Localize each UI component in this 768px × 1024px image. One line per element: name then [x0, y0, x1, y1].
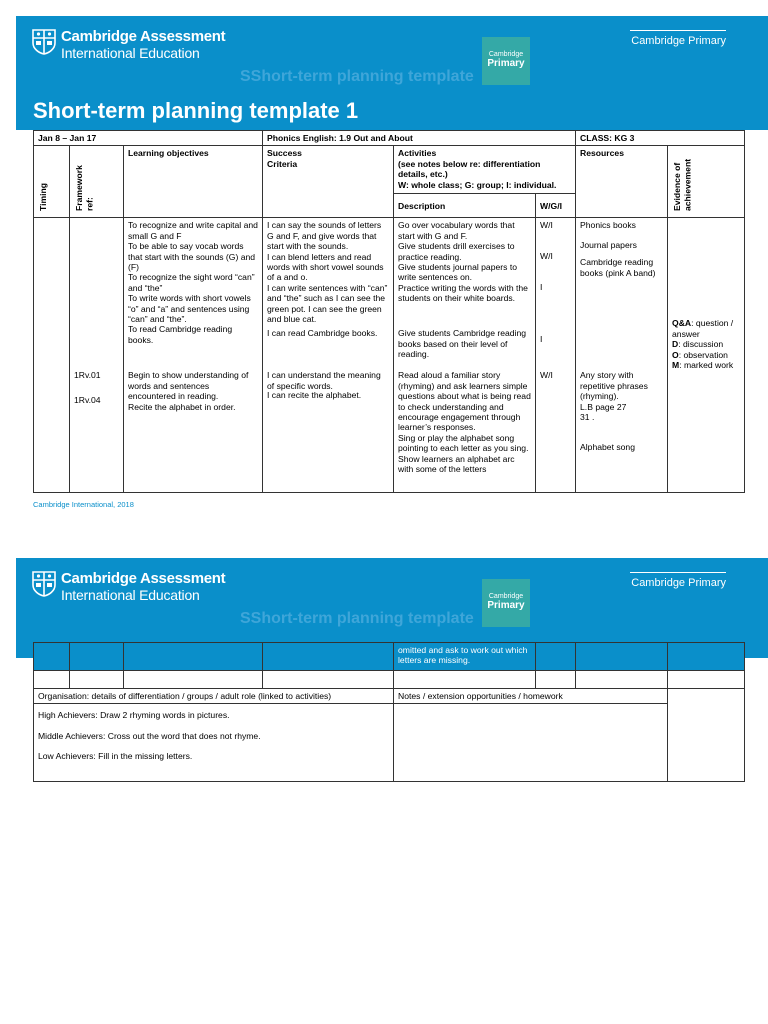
- continuation-table: [33, 642, 745, 689]
- differentiation-cell: [34, 704, 394, 782]
- unit-cell: Phonics English: 1.9 Out and About: [263, 131, 576, 146]
- wgi-cell: W/I W/I I I W/I: [536, 218, 576, 493]
- header-banner: [16, 16, 768, 130]
- objectives-text-2: Begin to show understanding of words and sentences encountered in reading.: [128, 370, 249, 402]
- class-cell: CLASS: KG 3: [576, 131, 745, 146]
- footer-copyright: Cambridge International, 2018: [33, 500, 134, 509]
- objectives-text-3: Recite the alphabet in order.: [128, 401, 236, 412]
- org-name-line1: Cambridge Assessment: [61, 28, 226, 45]
- dates-cell: Jan 8 – Jan 17: [34, 131, 263, 146]
- cambridge-logo-2: Cambridge Assessment International Education: [32, 571, 225, 603]
- objectives-header: Learning objectives: [124, 146, 263, 218]
- ghost-title-2: SShort-term planning template: [240, 610, 474, 627]
- page-2: [0, 540, 768, 1024]
- planning-table: [33, 130, 745, 493]
- description-continued: omitted and ask to work out which letters are missing.: [394, 643, 536, 671]
- cambridge-crest-icon: [32, 571, 56, 597]
- middle-achievers: Middle Achievers: Cross out the word that does not rhyme.: [38, 730, 261, 741]
- framework-header: Framework ref:: [70, 146, 124, 218]
- notes-cell: [394, 704, 668, 782]
- timing-cell: [34, 218, 70, 493]
- high-achievers: High Achievers: Draw 2 rhyming words in pictures.: [38, 710, 230, 721]
- success-text-2: I can read Cambridge books.: [267, 328, 378, 339]
- description-text-2: Give students Cambridge reading books based on their level of reading.: [398, 328, 527, 360]
- description-text-3: Read aloud a familiar story (rhyming) and ask learners simple questions about what is being read to check understanding and encourage engagement through learner’s responses. Sing or play the alphabet song pointing to each letter as you sing. Show learners an alphabet arc with some of the letters: [398, 370, 531, 475]
- cambridge-crest-icon: [32, 29, 56, 55]
- description-header: Description: [394, 194, 536, 218]
- program-label: Cambridge Primary: [630, 30, 726, 47]
- framework-ref-2: 1Rv.04: [74, 394, 101, 405]
- success-header: Success Criteria: [263, 146, 394, 218]
- ghost-title: SShort-term planning template: [240, 68, 474, 85]
- organisation-header: Organisation: details of differentiation / groups / adult role (linked to activities): [34, 689, 394, 704]
- activities-header: Activities (see notes below re: differentiation details, etc.) W: whole class; G: group; I: individual.: [394, 146, 576, 194]
- notes-header: Notes / extension opportunities / homework: [394, 689, 668, 704]
- description-cell: [394, 218, 536, 493]
- timing-header: Timing: [34, 146, 70, 218]
- success-text-3: I can understand the meaning of specific words.: [267, 370, 381, 391]
- framework-ref-1: 1Rv.01: [74, 370, 101, 381]
- low-achievers: Low Achievers: Fill in the missing letters.: [38, 751, 193, 762]
- program-label-2: Cambridge Primary: [630, 572, 726, 589]
- success-text-4: I can recite the alphabet.: [267, 390, 362, 401]
- page-title: Short-term planning template 1: [33, 98, 359, 123]
- evidence-header: Evidence of achievement: [668, 146, 745, 218]
- description-text-1: Go over vocabulary words that start with G and F. Give students drill exercises to practice reading. Give students journal papers to write sentences on. Practice writing the words with the students on their white boards.: [398, 220, 528, 304]
- objectives-cell: [124, 218, 263, 493]
- success-cell: [263, 218, 394, 493]
- objectives-text-1: To recognize and write capital and small G and F To be able to say vocab words that start with the sounds (G) and (F) To recognize the sight word “can” and “the” To write words with short vowels “o” and “a” and sentences using “can” and “the”. To read Cambridge reading books.: [128, 220, 258, 345]
- success-text-1: I can say the sounds of letters G and F, and give words that start with the sounds. I can blend letters and read words with short vowel sounds of a and o. I can write sentences with “can” and “the” such as I can see the green pot. I can see the green and blue cat.: [267, 220, 388, 325]
- cambridge-primary-badge: Cambridge Primary: [482, 37, 530, 85]
- cambridge-logo: [32, 29, 225, 61]
- organisation-table: [33, 688, 745, 782]
- wgi-header: W/G/I: [536, 194, 576, 218]
- evidence-cell: Q&A: question / answer D: discussion O: observation M: marked work: [668, 218, 745, 493]
- resources-header: Resources: [576, 146, 668, 218]
- framework-cell: [70, 218, 124, 493]
- org-name-line2: International Education: [61, 45, 200, 61]
- cambridge-primary-badge-2: Cambridge Primary: [482, 579, 530, 627]
- resources-cell: Phonics books Journal papers Cambridge reading books (pink A band) Any story with repetitive phrases (rhyming). L.B page 27 31 . Alphabet song: [576, 218, 668, 493]
